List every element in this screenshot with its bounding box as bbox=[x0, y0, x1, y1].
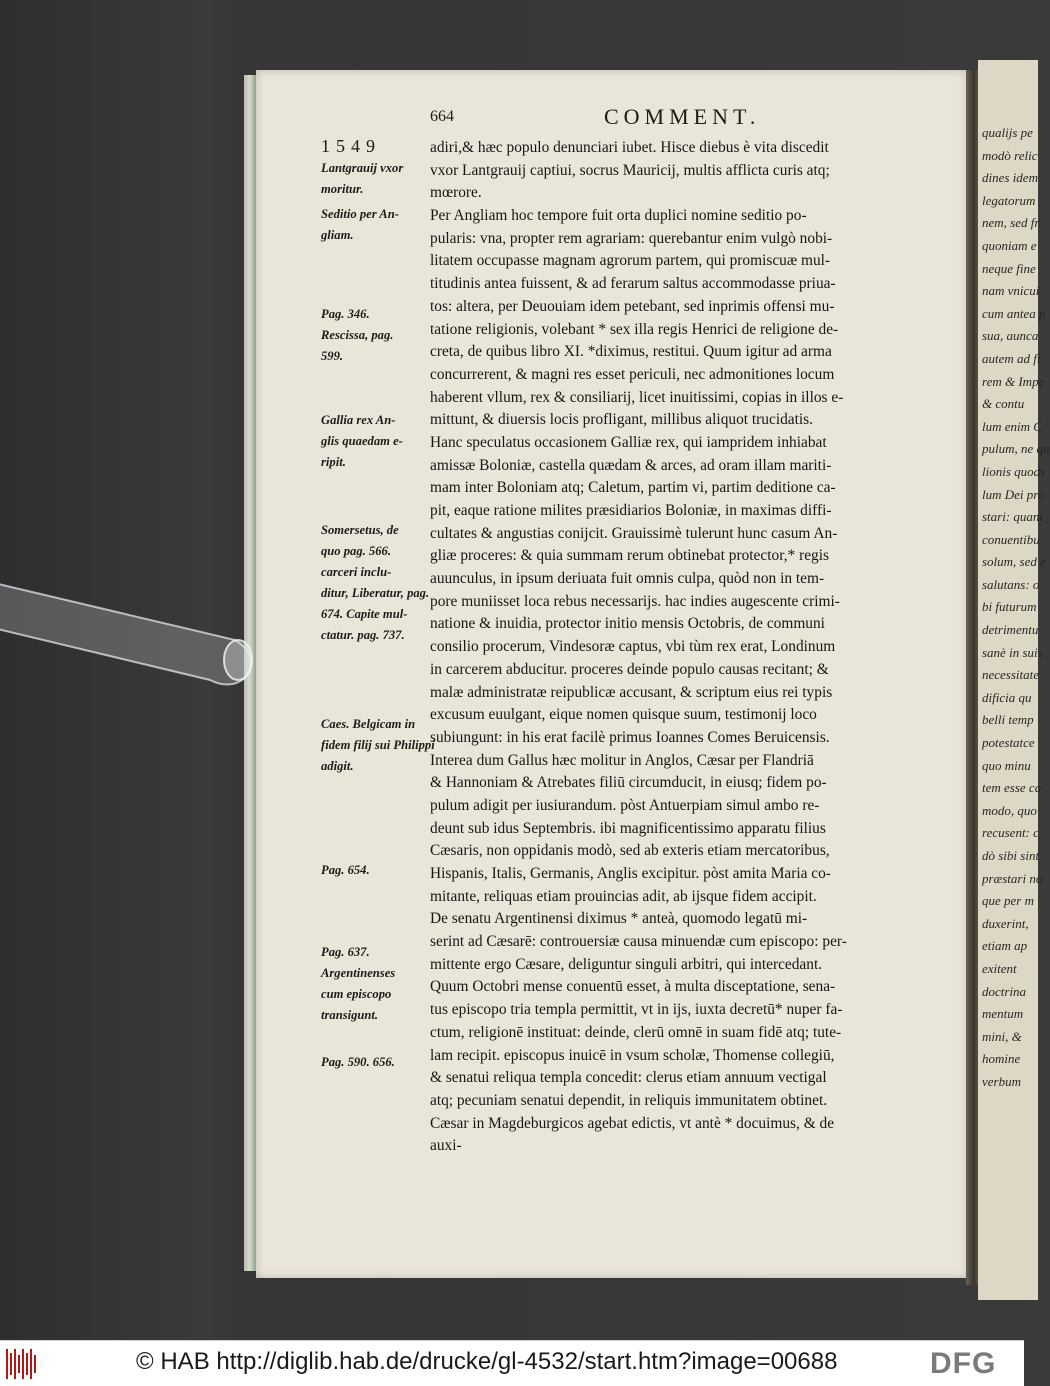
facing-page-line: autem ad fi bbox=[982, 350, 1041, 366]
facing-page-line: necessitate bbox=[982, 667, 1040, 683]
margin-note-line: Rescissa, pag. bbox=[321, 328, 394, 342]
facing-page-line: potestatce bbox=[982, 735, 1035, 751]
text-line: pit, eaque ratione milites præsidiarios Boloniæ, in maximas diffi- bbox=[430, 502, 832, 519]
margin-note-line: Seditio per An- bbox=[321, 207, 399, 221]
text-line: pore muniisset loca rebus necessarijs. hac indies augescente crimi- bbox=[430, 592, 840, 610]
body-text bbox=[430, 137, 950, 1158]
facing-page-fragment bbox=[978, 60, 1050, 1300]
facing-page-line: dines idem bbox=[982, 170, 1038, 186]
facing-page-line: cum antea p bbox=[982, 305, 1046, 321]
text-line: serint ad Cæsarē: controuersiæ causa minuendæ cum episcopo: per- bbox=[430, 933, 847, 951]
text-line: Cæsar in Magdeburgicos agebat edictis, vt antè * docuimus, & de bbox=[430, 1114, 835, 1132]
facing-page-line: dificia qu bbox=[982, 689, 1032, 705]
margin-note bbox=[321, 410, 431, 473]
margin-note bbox=[321, 714, 435, 777]
margin-note bbox=[321, 204, 431, 246]
text-line: tatione religionis, volebant * sex illa regis Henrici de religione de- bbox=[430, 320, 839, 338]
facing-page-line: modo, quo bbox=[982, 802, 1037, 818]
margin-note bbox=[321, 304, 431, 367]
text-line: & senatui reliqua templa concedit: clerus etiam annuum vectigal bbox=[430, 1069, 827, 1087]
text-line: amissæ Boloniæ, castella quædam & arces, ad oram illam mariti- bbox=[430, 456, 832, 474]
text-line: mittunt, & diuersis locis profligant, millibus aliquot trucidatis. bbox=[430, 411, 814, 429]
facing-page-line: lum Dei pro bbox=[982, 486, 1045, 502]
margin-note bbox=[321, 158, 431, 200]
text-line: pulum adigit per iusiurandum. pòst Antuerpiam simul ambo re- bbox=[430, 796, 820, 814]
facing-page-line: rem & Impe bbox=[982, 373, 1045, 389]
text-line: auxi- bbox=[430, 1137, 462, 1155]
facing-page-line: & contu bbox=[982, 396, 1025, 412]
margin-note-line: quo pag. 566. bbox=[321, 544, 391, 558]
facing-page-line: salutans: o bbox=[982, 576, 1040, 592]
margin-note bbox=[321, 860, 431, 881]
text-line: natione & inuidia, protector initio mensis Octobris, de communi bbox=[430, 615, 825, 633]
dfg-logo: DFG bbox=[930, 1347, 997, 1380]
text-line: adiri,& hæc populo denunciari iubet. Hisce diebus è vita discedit bbox=[430, 139, 829, 156]
margin-note-line: Argentinenses bbox=[321, 966, 396, 980]
text-line: atq; pecuniam senatui dependit, in reliquis immunitatem obtinet. bbox=[430, 1091, 828, 1109]
margin-note-line: glis quaedam e- bbox=[321, 434, 403, 448]
facing-page-line: belli temp bbox=[982, 712, 1034, 728]
margin-note-line: moritur. bbox=[321, 182, 364, 196]
facing-page-line: stari: quant bbox=[982, 509, 1044, 525]
margin-note-line: Pag. 654. bbox=[321, 863, 370, 877]
margin-note-line: gliam. bbox=[321, 228, 354, 242]
facing-page-line: homine bbox=[982, 1051, 1021, 1067]
margin-note-line: transigunt. bbox=[321, 1008, 379, 1022]
library-barcode-icon bbox=[6, 1349, 36, 1379]
text-line: tus episcopo tria templa permittit, vt in ijs, iuxta decretū* nuper fa- bbox=[430, 1001, 843, 1019]
facing-page-line: sanè in suis bbox=[982, 644, 1043, 660]
year-marker: 1549 bbox=[321, 136, 381, 156]
text-line: haberent vllum, rex & consiliarij, licet inuitissimi, copias in illos e- bbox=[430, 388, 844, 406]
text-line: consilio procerum, Vindesoræ captus, vbi tùm rex erat, Londinum bbox=[430, 638, 836, 656]
margin-note-line: ditur, Liberatur, pag. bbox=[321, 586, 430, 600]
text-line: creta, de quibus libro XI. *diximus, restitui. Quum igitur ad arma bbox=[430, 343, 832, 361]
text-line: concurrerent, & magni res esset periculi, nec admonitiones locum bbox=[430, 365, 835, 383]
facing-page-line: doctrina bbox=[982, 983, 1027, 999]
facing-page-line: qualijs pe bbox=[982, 125, 1033, 140]
text-line: malæ administratæ reipublicæ accusant, & scriptum eius rei typis bbox=[430, 683, 833, 701]
text-line: gliæ proceres: & quia summam rerum obtinebat protector,* regis bbox=[430, 547, 830, 565]
facing-page-line: dò sibi sint bbox=[982, 848, 1040, 863]
margin-note-line: Caes. Belgicam in bbox=[321, 717, 416, 731]
facing-page-line: tem esse ca bbox=[982, 780, 1042, 796]
margin-note-line: Somersetus, de bbox=[321, 523, 399, 537]
facing-page-line: solum, sed e bbox=[982, 554, 1046, 570]
margin-note-line: ripit. bbox=[321, 455, 346, 469]
margin-note-line: Pag. 590. 656. bbox=[321, 1055, 395, 1069]
facing-page-line: præstari no bbox=[982, 870, 1043, 886]
facing-page-line: que per m bbox=[982, 893, 1034, 909]
text-line: deunt sub idus Septembris. ibi magnificentissimo apparatu filius bbox=[430, 819, 826, 837]
text-line: mittente ergo Cæsare, deliguntur singuli arbitri, qui intercedant. bbox=[430, 955, 823, 973]
facing-page-line: etiam ap bbox=[982, 938, 1028, 954]
text-line: cultates & angustias conijcit. Grauissimè tulerunt hunc casum An- bbox=[430, 524, 838, 542]
margin-note-line: cum episcopo bbox=[321, 987, 392, 1001]
facing-page-line: mini, & bbox=[982, 1028, 1022, 1044]
facing-page-line: detrimentu bbox=[982, 622, 1039, 638]
text-line: lam recipit. episcopus inuicē in vsum scholæ, Thomense collegiū, bbox=[430, 1046, 835, 1064]
text-line: subiungunt: in his erat facilè primus Ioannes Comes Beruicensis. bbox=[430, 728, 830, 746]
text-line: Hispanis, Italis, Germanis, Anglis excipitur. pòst amita Maria co- bbox=[430, 865, 831, 882]
facing-page-line: quoniam e bbox=[982, 237, 1037, 253]
text-line: auunculus, in ipsum deriuata fuit omnis culpa, quòd non in tem- bbox=[430, 570, 825, 588]
margin-note-line: ctatur. pag. 737. bbox=[321, 628, 405, 642]
facing-page-line: duxerint, bbox=[982, 915, 1029, 931]
text-line: mœrore. bbox=[430, 184, 482, 202]
facing-page-line: legatorum bbox=[982, 192, 1036, 208]
text-line: titudinis antea fuissent, & ad ferarum saltus accommodasse priua- bbox=[430, 275, 836, 293]
facing-page-line: quo minu bbox=[982, 757, 1031, 773]
copyright-link[interactable]: © HAB http://diglib.hab.de/drucke/gl-4532/start.htm?image=00688 bbox=[136, 1348, 838, 1375]
facing-page-line: exitent bbox=[982, 960, 1017, 976]
text-line: mitante, reliquas etiam prouincias adit, ab ijsque fidem accipit. bbox=[430, 887, 817, 905]
facing-page-line: modò relic bbox=[982, 147, 1038, 163]
margin-note-line: 674. Capite mul- bbox=[321, 607, 408, 621]
margin-note-line: fidem filij sui Philippi bbox=[321, 738, 435, 752]
text-line: litatem occupasse magnam agrorum partem, qui promiscuæ mul- bbox=[430, 252, 831, 270]
text-line: vxor Lantgrauij captiui, socrus Mauricij, multis afflicta curis atq; bbox=[430, 161, 830, 179]
facing-page-line: recusent: c bbox=[982, 825, 1039, 841]
text-line: Per Angliam hoc tempore fuit orta duplici nomine seditio po- bbox=[430, 207, 807, 225]
margin-note bbox=[321, 1052, 431, 1073]
margin-note-line: 599. bbox=[321, 349, 344, 363]
margin-note bbox=[321, 942, 431, 1026]
footer-bar bbox=[0, 1340, 1024, 1386]
text-line: in carcerem abducitur. proceres deinde populo causas recitant; & bbox=[430, 660, 829, 678]
margin-note-line: adigit. bbox=[321, 759, 354, 773]
page-number: 664 bbox=[430, 108, 454, 125]
running-title: COMMENT. bbox=[604, 104, 761, 129]
margin-note-line: carceri inclu- bbox=[321, 565, 392, 579]
facing-page-line: verbum bbox=[982, 1073, 1021, 1089]
margin-note bbox=[321, 520, 431, 646]
facing-page-line: neque fine bbox=[982, 260, 1036, 276]
margin-note-line: Pag. 346. bbox=[321, 307, 370, 321]
margin-note-line: Gallia rex An- bbox=[321, 413, 396, 427]
text-line: tos: altera, per Deuouiam idem petebant, sed inprimis offensi mu- bbox=[430, 297, 835, 315]
text-line: ctum, religionē instituat: deinde, clerū omnē in suam fidē atq; tute- bbox=[430, 1023, 842, 1041]
margin-note-line: Lantgrauij vxor bbox=[321, 161, 404, 175]
facing-page-line: mentum bbox=[982, 1006, 1024, 1022]
text-line: Quum Octobri mense conuentū esset, à multa disceptatione, sena- bbox=[430, 978, 836, 996]
text-line: mam inter Boloniam atq; Caletum, partim vi, partim deditione ca- bbox=[430, 479, 836, 497]
facing-page-line: conuentibu bbox=[982, 531, 1040, 547]
text-line: & Hannoniam & Atrebates filiū circumducit, in eiusq; fidem po- bbox=[430, 774, 827, 792]
text-line: pularis: vna, propter rem agrariam: querebantur enim vulgò nobi- bbox=[430, 229, 833, 247]
facing-page-line: sua, aunca bbox=[982, 328, 1039, 344]
text-line: Hanc speculatus occasionem Galliæ rex, qui iampridem inhiabat bbox=[430, 433, 827, 451]
facing-page-line: bi futurum bbox=[982, 599, 1037, 615]
text-line: Cæsaris, non oppidanis modò, sed ab exteris etiam mercatoribus, bbox=[430, 842, 830, 860]
facing-page-line: pulum, ne qu bbox=[982, 441, 1050, 457]
facing-page-line: nem, sed fr bbox=[982, 215, 1040, 231]
text-line: Interea dum Gallus hæc molitur in Anglos, Cæsar per Flandriā bbox=[430, 751, 814, 769]
margin-note-line: Pag. 637. bbox=[321, 945, 370, 959]
text-line: De senatu Argentinensi diximus * anteà, quomodo legatū mi- bbox=[430, 910, 808, 928]
facing-page-line: lionis quodv bbox=[982, 463, 1046, 479]
text-line: excusum euulgant, eique nomen quisque suum, testimonij loco bbox=[430, 706, 817, 724]
facing-page-line: nam vnicui bbox=[982, 283, 1040, 299]
facing-page-line: lum enim C bbox=[982, 418, 1042, 434]
